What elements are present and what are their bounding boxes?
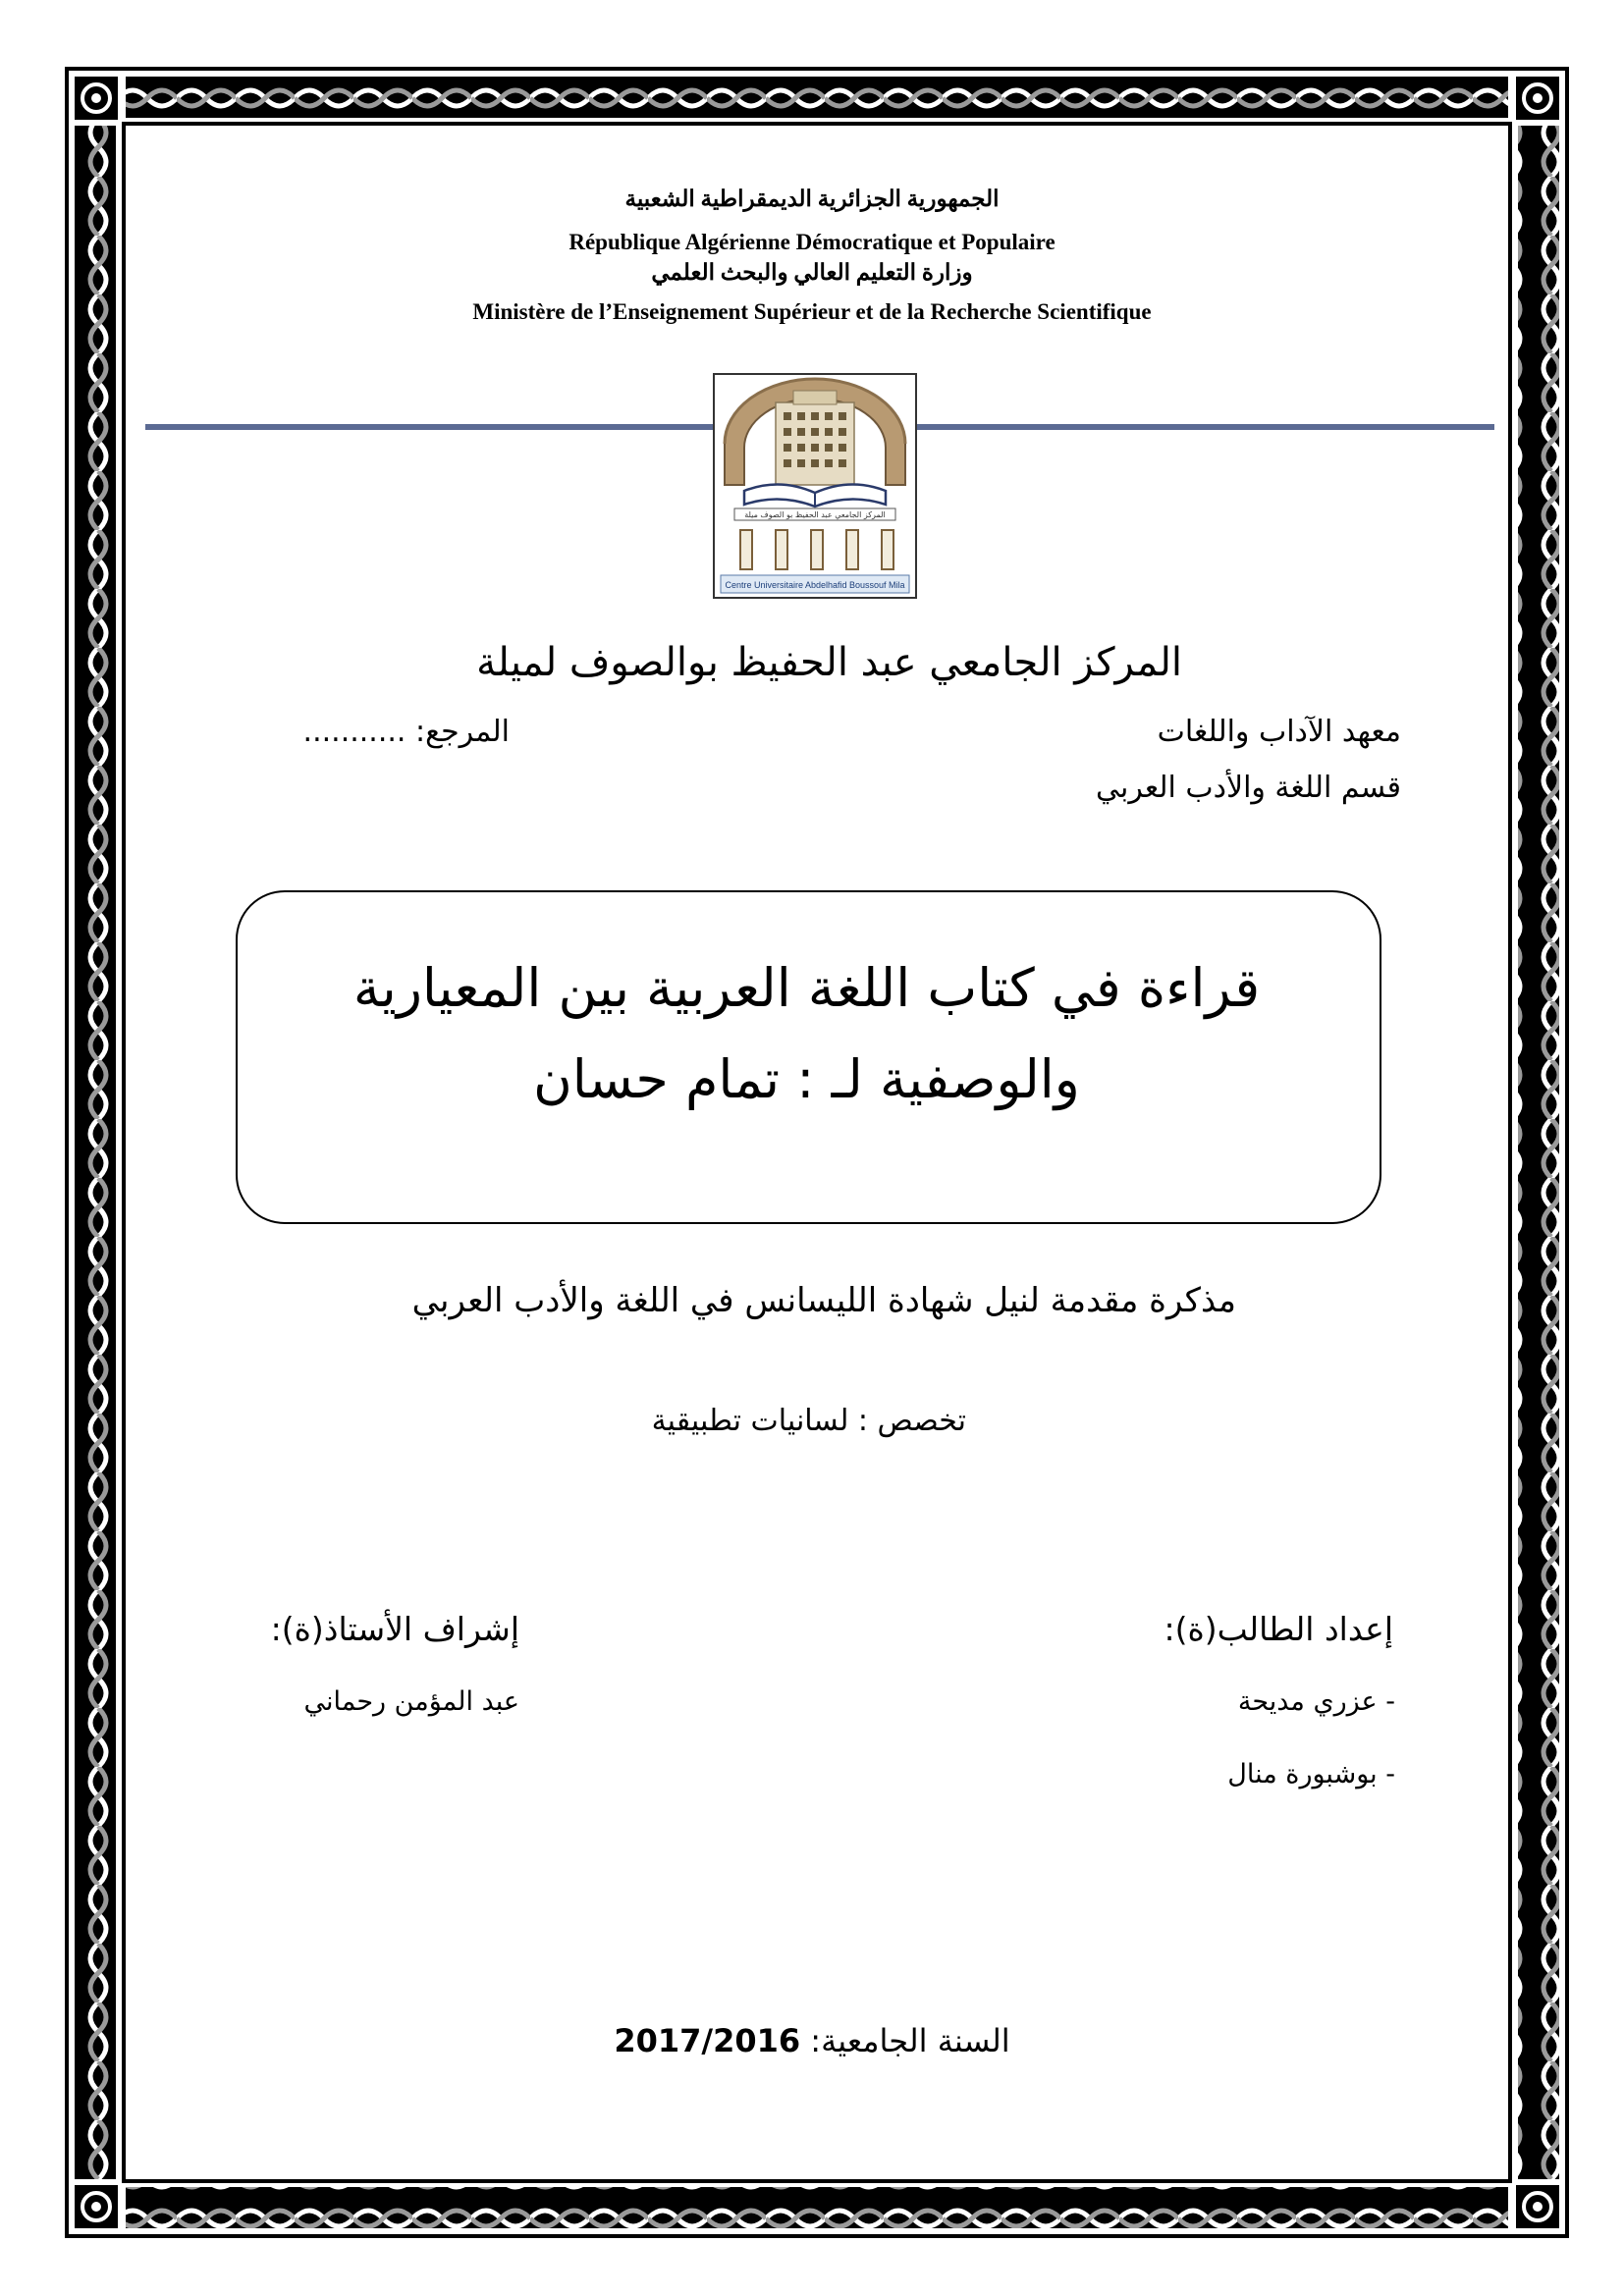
republic-arabic: الجمهورية الجزائرية الديمقراطية الشعبية: [624, 187, 1000, 211]
reference-value: ...........: [302, 715, 406, 749]
corner-ornament-tr: [1516, 77, 1559, 120]
memo-statement: مذكرة مقدمة لنيل شهادة الليسانس في اللغة والأدب العربي: [411, 1281, 1236, 1320]
specialty: تخصص : لسانيات تطبيقية: [651, 1404, 966, 1438]
department-name: قسم اللغة والأدب العربي: [1095, 771, 1401, 805]
university-center-name: المركز الجامعي عبد الحفيظ بوالصوف لميلة: [476, 640, 1182, 685]
republic-french: République Algérienne Démocratique et Populaire: [568, 230, 1056, 254]
ministry-arabic: وزارة التعليم العالي والبحث العلمي: [651, 260, 973, 285]
supervisor-name: عبد المؤمن رحماني: [303, 1686, 519, 1717]
logo-seal-text: المركز الجامعي عبد الحفيظ بو الصوف ميلة: [744, 510, 886, 519]
thesis-title-line-2: والوصفية لـ : تمام حسان: [533, 1048, 1080, 1110]
student-name: - عزري مديحة: [1237, 1686, 1395, 1717]
academic-year-label: السنة الجامعية:: [810, 2022, 1010, 2059]
prepared-by-label: إعداد الطالب(ة):: [1164, 1610, 1393, 1648]
reference-field: [303, 715, 510, 749]
reference-label: المرجع:: [415, 715, 510, 749]
corner-ornament-tl: [75, 77, 118, 120]
logo-caption: Centre Universitaire Abdelhafid Boussouf Mila: [725, 580, 905, 590]
corner-ornament-br: [1516, 2185, 1559, 2228]
academic-year-value: 2017/2016: [614, 2022, 801, 2059]
academic-year: [0, 2022, 1624, 2059]
logo-building-icon: [715, 375, 915, 597]
supervised-by-label: إشراف الأستاذ(ة):: [270, 1610, 519, 1648]
thesis-title-line-1: قراءة في كتاب اللغة العربية بين المعيارية: [352, 957, 1261, 1019]
corner-ornament-bl: [75, 2185, 118, 2228]
student-name: - بوشبورة منال: [1227, 1759, 1395, 1789]
ministry-french: Ministère de l’Enseignement Supérieur et de la Recherche Scientifique: [472, 299, 1152, 324]
institute-name: معهد الآداب واللغات: [1157, 715, 1401, 749]
university-logo: [713, 373, 917, 599]
